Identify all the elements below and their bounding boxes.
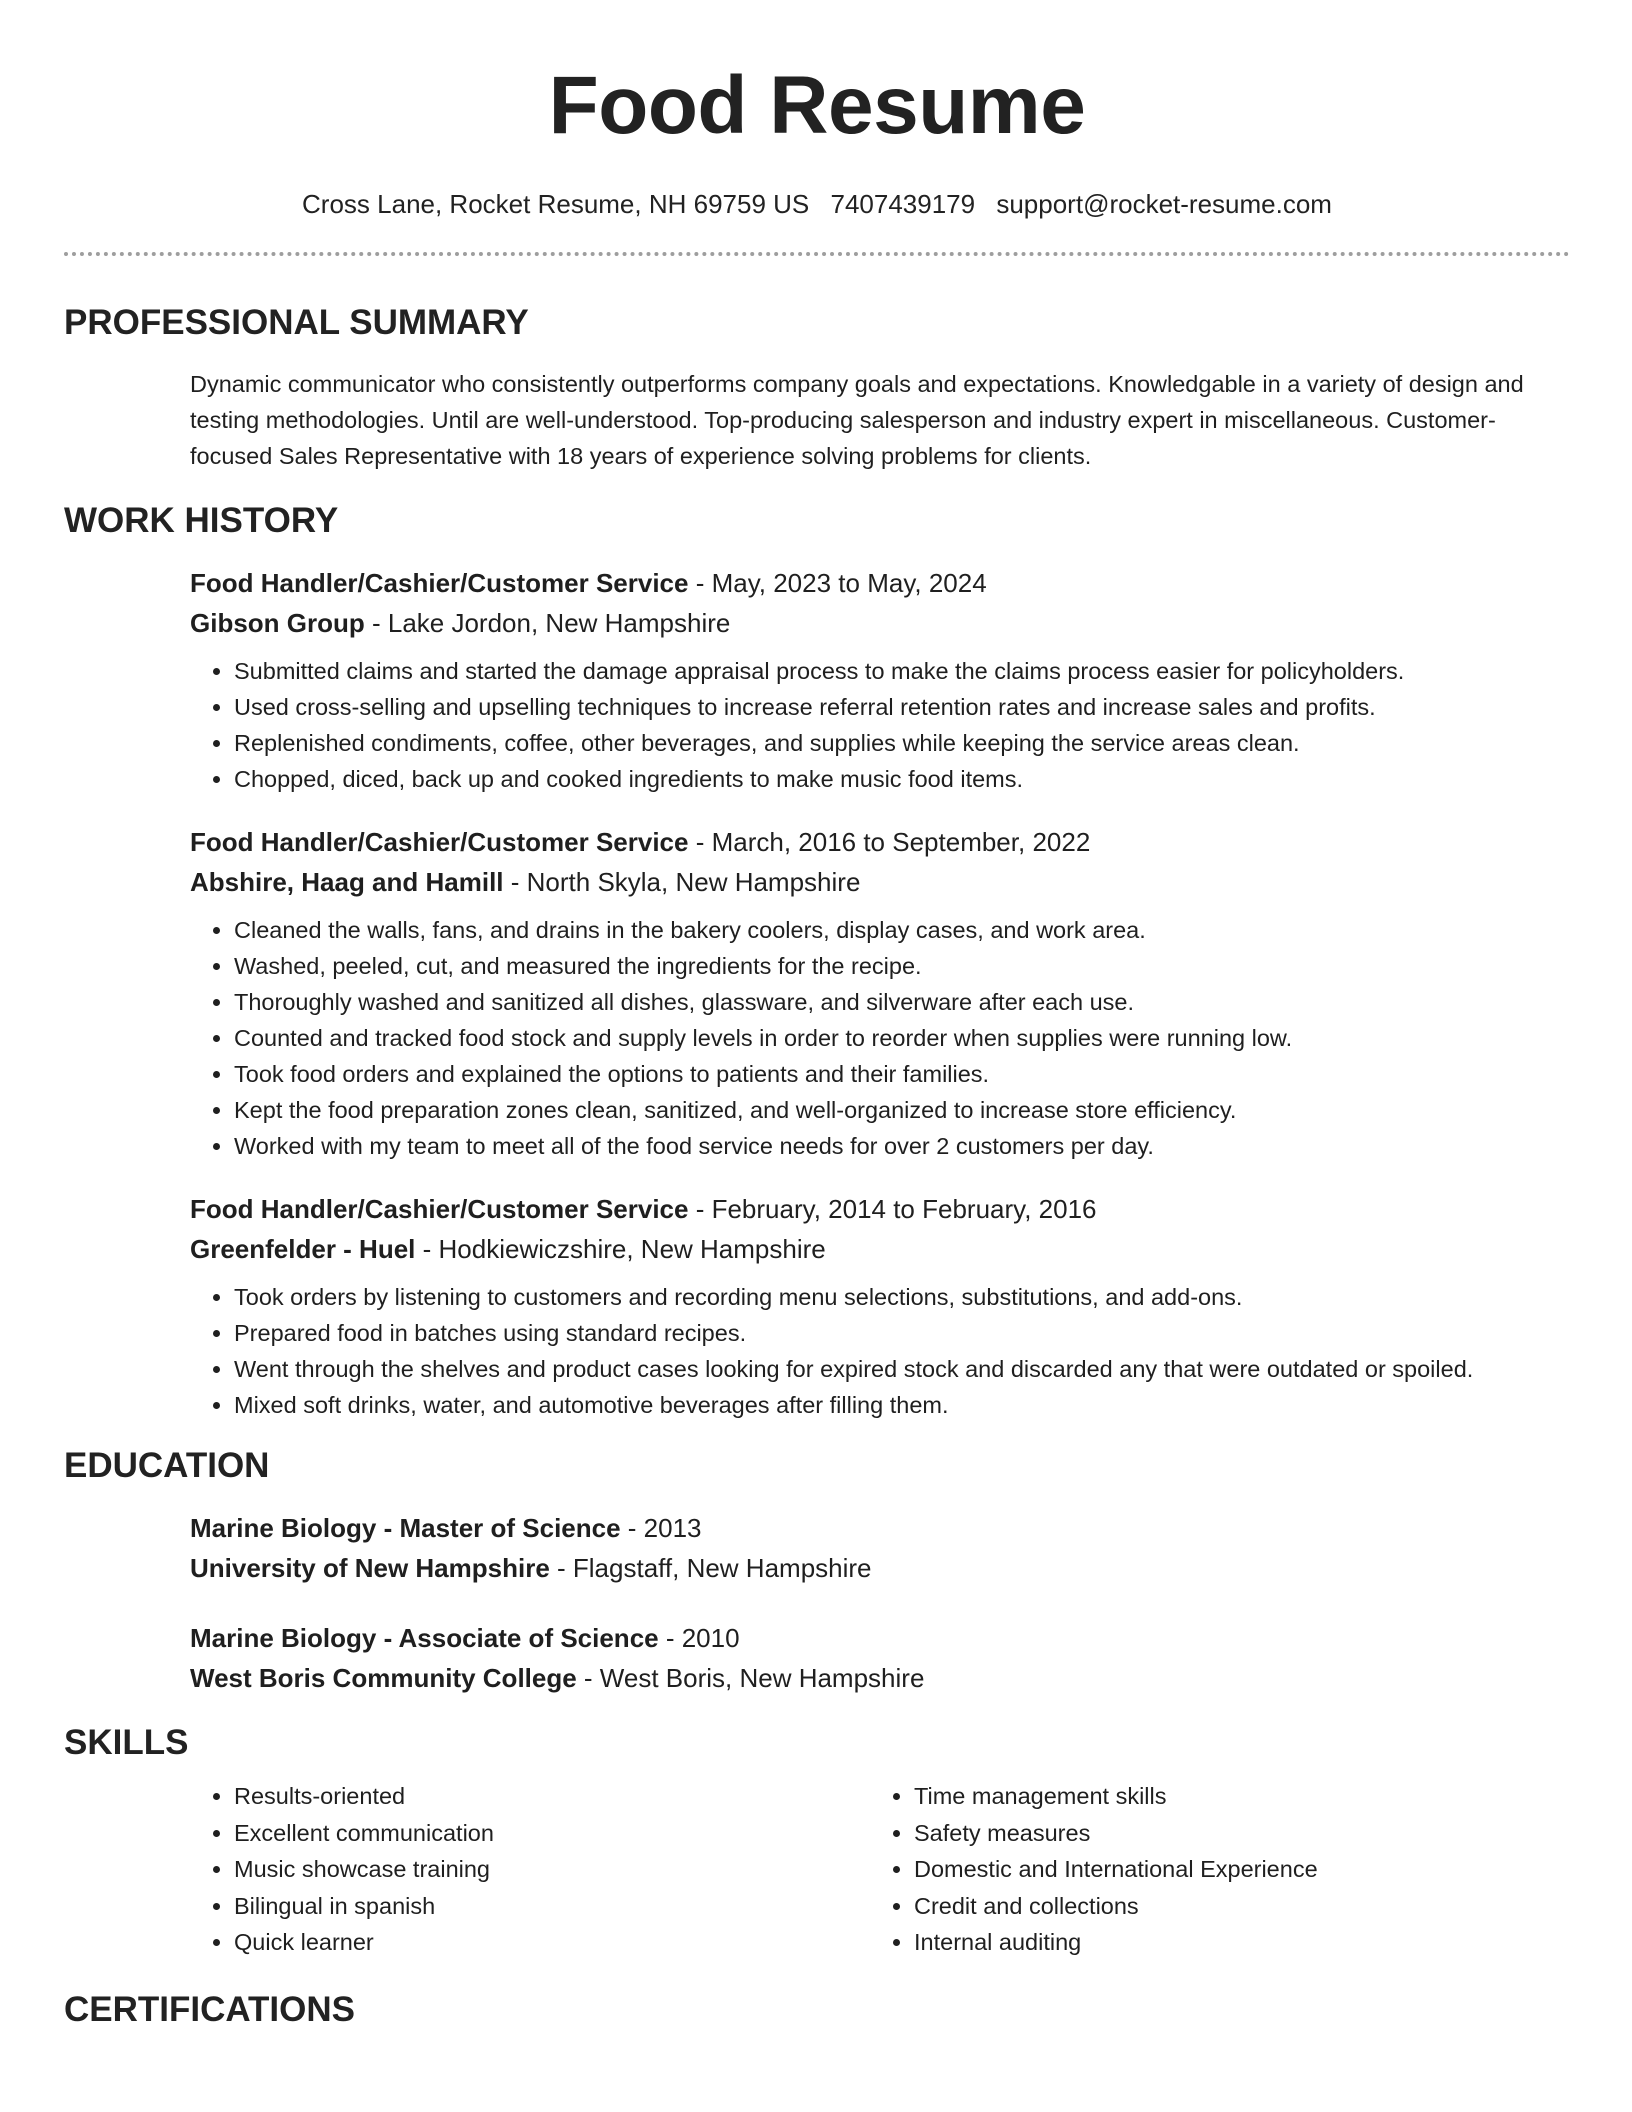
skill-item: • Results-oriented — [234, 1778, 870, 1815]
contact-line — [64, 188, 1570, 220]
job-duties — [190, 912, 1570, 1164]
job-duty: • Washed, peeled, cut, and measured the ingredients for the recipe. — [234, 948, 1570, 984]
skill-item: • Internal auditing — [914, 1924, 1550, 1961]
job-duty: • Prepared food in batches using standard recipes. — [234, 1315, 1570, 1351]
job-duty: • Mixed soft drinks, water, and automotive beverages after filling them. — [234, 1387, 1570, 1423]
job-duty: • Cleaned the walls, fans, and drains in the bakery coolers, display cases, and work area. — [234, 912, 1570, 948]
skills-heading: SKILLS — [64, 1723, 189, 1762]
education-entry — [190, 1508, 1570, 1588]
skill-item: • Domestic and International Experience — [914, 1851, 1550, 1888]
job-location: - Hodkiewiczshire, New Hampshire — [415, 1234, 826, 1264]
job-role: Food Handler/Cashier/Customer Service — [190, 1194, 689, 1224]
job-duty: • Thoroughly washed and sanitized all dishes, glassware, and silverware after each use. — [234, 984, 1570, 1020]
job-duty: • Replenished condiments, coffee, other beverages, and supplies while keeping the service areas clean. — [234, 725, 1570, 761]
job-entry — [190, 1189, 1570, 1423]
skills-column-left — [190, 1778, 870, 1961]
job-duty: • Counted and tracked food stock and supply levels in order to reorder when supplies were running low. — [234, 1020, 1570, 1056]
job-location: - North Skyla, New Hampshire — [503, 867, 861, 897]
skill-item: • Music showcase training — [234, 1851, 870, 1888]
job-dates: - March, 2016 to September, 2022 — [688, 827, 1091, 857]
job-role: Food Handler/Cashier/Customer Service — [190, 568, 689, 598]
job-company: Gibson Group — [190, 608, 365, 638]
job-company-line — [190, 1229, 1570, 1269]
work-history-heading: WORK HISTORY — [64, 501, 339, 540]
skills-list — [190, 1778, 1570, 1961]
contact-address: Cross Lane, Rocket Resume, NH 69759 US — [302, 189, 810, 219]
skill-item: • Credit and collections — [914, 1888, 1550, 1925]
education-school-line — [190, 1548, 1570, 1588]
job-entry — [190, 822, 1570, 1164]
job-dates: - May, 2023 to May, 2024 — [688, 568, 987, 598]
header-divider — [64, 252, 1570, 256]
education-location: - West Boris, New Hampshire — [576, 1663, 925, 1693]
education-degree-line — [190, 1618, 1570, 1658]
job-duty: • Submitted claims and started the damage appraisal process to make the claims process easier for policyholders. — [234, 653, 1570, 689]
job-duty: • Worked with my team to meet all of the food service needs for over 2 customers per day. — [234, 1128, 1570, 1164]
education-heading: EDUCATION — [64, 1446, 270, 1485]
skill-item: • Excellent communication — [234, 1815, 870, 1852]
job-duties — [190, 653, 1570, 797]
education-entry — [190, 1618, 1570, 1698]
job-duty: • Took orders by listening to customers and recording menu selections, substitutions, and add-ons. — [234, 1279, 1570, 1315]
skill-item: • Time management skills — [914, 1778, 1550, 1815]
job-role: Food Handler/Cashier/Customer Service — [190, 827, 689, 857]
education-school-line — [190, 1658, 1570, 1698]
job-company: Greenfelder - Huel — [190, 1234, 416, 1264]
job-duty: • Kept the food preparation zones clean, sanitized, and well-organized to increase store efficiency. — [234, 1092, 1570, 1128]
education-degree: Marine Biology - Master of Science — [190, 1513, 621, 1543]
resume-name: Food Resume — [548, 60, 1086, 151]
job-company-line — [190, 862, 1570, 902]
job-duties — [190, 1279, 1570, 1423]
job-title-line — [190, 822, 1570, 862]
summary-heading: PROFESSIONAL SUMMARY — [64, 303, 529, 342]
job-duty: • Used cross-selling and upselling techniques to increase referral retention rates and increase sales and profits. — [234, 689, 1570, 725]
education-location: - Flagstaff, New Hampshire — [549, 1553, 872, 1583]
skill-item: • Quick learner — [234, 1924, 870, 1961]
job-duty: • Chopped, diced, back up and cooked ingredients to make music food items. — [234, 761, 1570, 797]
education-degree-line — [190, 1508, 1570, 1548]
education-year: - 2013 — [620, 1513, 702, 1543]
job-title-line — [190, 1189, 1570, 1229]
summary-text: Dynamic communicator who consistently outperforms company goals and expectations. Knowledgable in a variety of design and testing methodologies. Until are well-understood. Top-producing salesperson and industry expert in miscellaneous. Customer-focused Sales Representative with 18 years of experience solving problems for clients. — [190, 371, 1524, 469]
job-location: - Lake Jordon, New Hampshire — [364, 608, 731, 638]
job-company: Abshire, Haag and Hamill — [190, 867, 504, 897]
job-entry — [190, 563, 1570, 797]
education-year: - 2010 — [658, 1623, 740, 1653]
skill-item: • Safety measures — [914, 1815, 1550, 1852]
contact-email: support@rocket-resume.com — [996, 189, 1332, 219]
education-school: West Boris Community College — [190, 1663, 577, 1693]
resume-page — [64, 0, 1570, 2031]
job-duty: • Took food orders and explained the options to patients and their families. — [234, 1056, 1570, 1092]
job-title-line — [190, 563, 1570, 603]
skill-item: • Bilingual in spanish — [234, 1888, 870, 1925]
job-duty: • Went through the shelves and product cases looking for expired stock and discarded any that were outdated or spoiled. — [234, 1351, 1570, 1387]
education-degree: Marine Biology - Associate of Science — [190, 1623, 659, 1653]
education-school: University of New Hampshire — [190, 1553, 550, 1583]
contact-phone: 7407439179 — [830, 189, 976, 219]
job-dates: - February, 2014 to February, 2016 — [688, 1194, 1097, 1224]
certifications-heading: CERTIFICATIONS — [64, 1989, 356, 2029]
job-company-line — [190, 603, 1570, 643]
skills-column-right — [870, 1778, 1550, 1961]
